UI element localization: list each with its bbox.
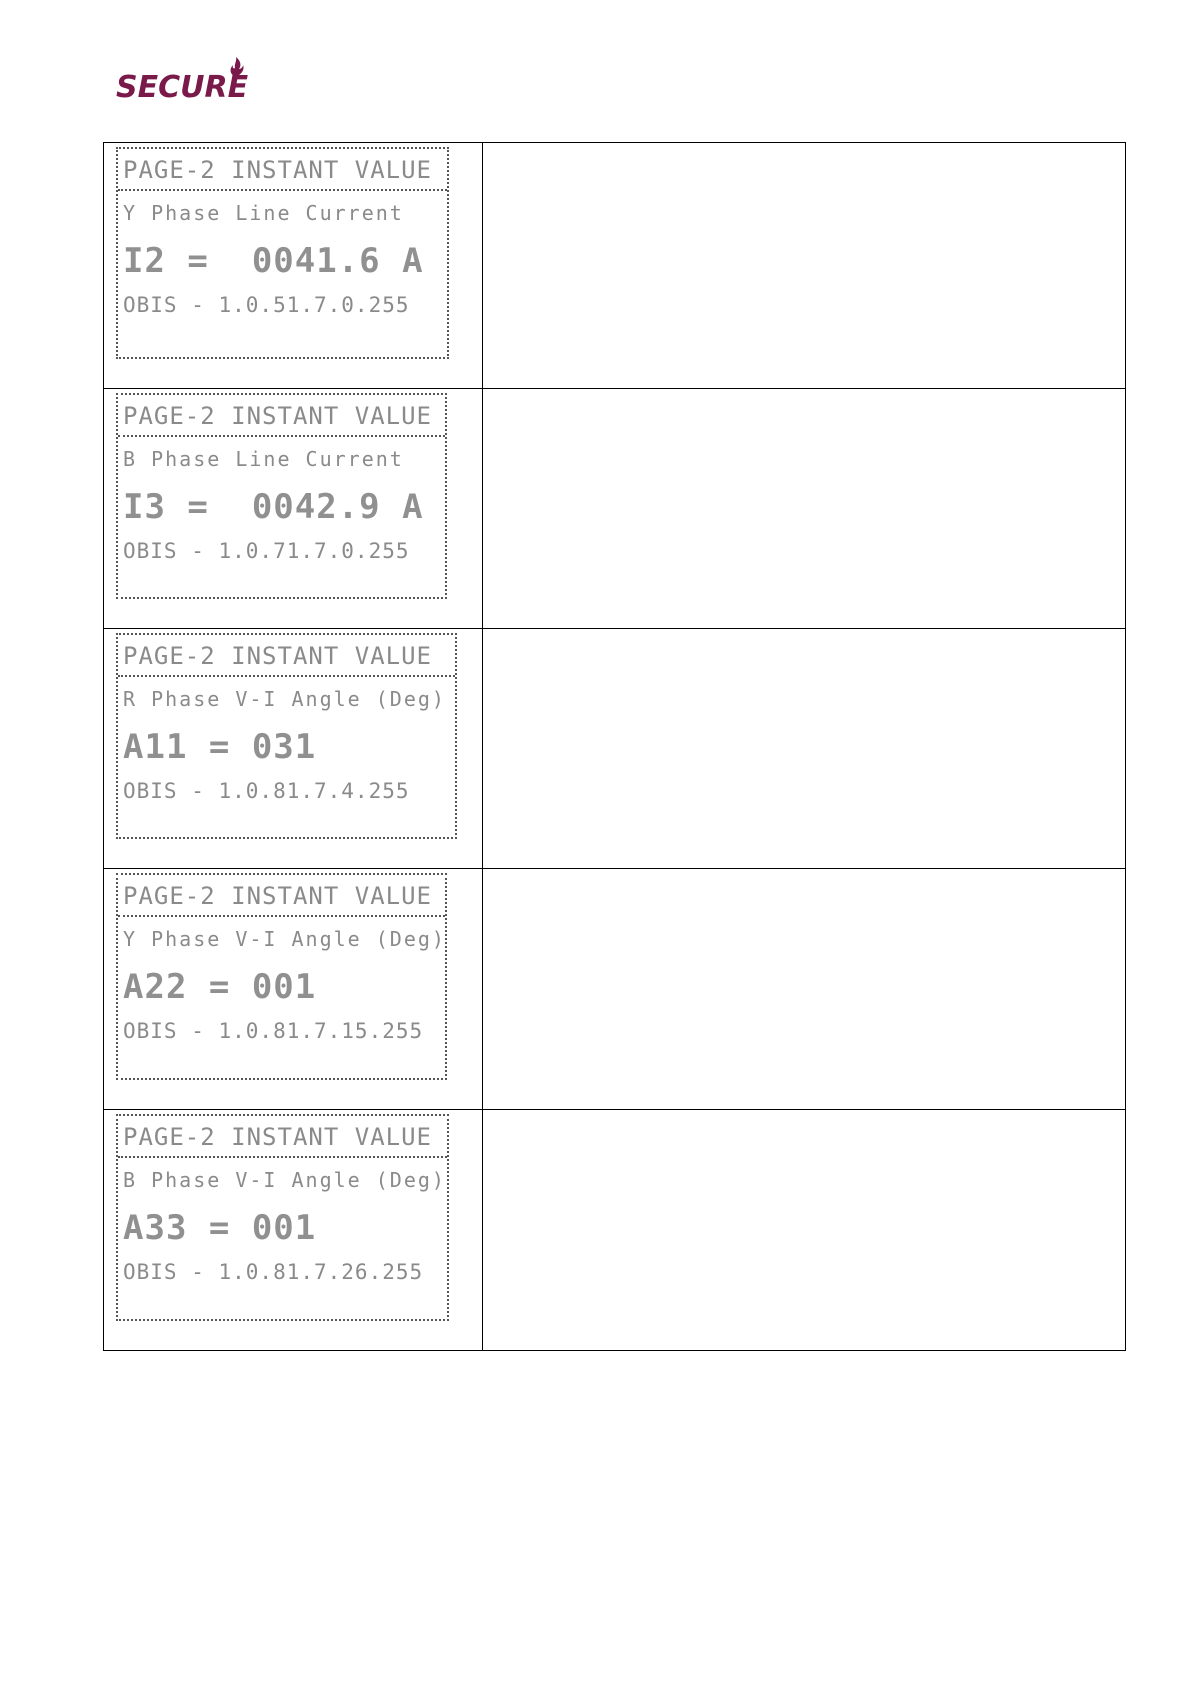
lcd-page-header: PAGE-2 INSTANT VALUE (118, 875, 445, 917)
description-cell (483, 629, 1126, 869)
lcd-obis-code: OBIS - 1.0.51.7.0.255 (123, 293, 410, 317)
lcd-parameter-label: R Phase V-I Angle (Deg) (123, 687, 446, 711)
lcd-parameter-value: A11 = 031 (123, 727, 317, 767)
lcd-parameter-label: B Phase V-I Angle (Deg) (123, 1168, 446, 1192)
display-cell (104, 629, 483, 869)
lcd-page-header: PAGE-2 INSTANT VALUE (118, 1116, 447, 1158)
table-row (104, 629, 1126, 869)
lcd-parameter-value: A33 = 001 (123, 1208, 317, 1248)
lcd-parameter-value: A22 = 001 (123, 967, 317, 1007)
lcd-obis-code: OBIS - 1.0.81.7.15.255 (123, 1019, 424, 1043)
display-cell (104, 389, 483, 629)
lcd-display (116, 147, 449, 359)
lcd-parameter-label: B Phase Line Current (123, 447, 404, 471)
display-parameters-table (103, 142, 1126, 1351)
company-logo (116, 56, 266, 106)
lcd-parameter-value: I2 = 0041.6 A (123, 241, 424, 281)
lcd-obis-code: OBIS - 1.0.81.7.4.255 (123, 779, 410, 803)
table-row (104, 869, 1126, 1110)
lcd-parameter-value: I3 = 0042.9 A (123, 487, 424, 527)
lcd-page-header: PAGE-2 INSTANT VALUE (118, 635, 455, 677)
lcd-display (116, 633, 457, 839)
lcd-page-header: PAGE-2 INSTANT VALUE (118, 395, 445, 437)
lcd-display (116, 873, 447, 1080)
lcd-display (116, 393, 447, 599)
lcd-display (116, 1114, 449, 1321)
table-row (104, 389, 1126, 629)
table-row (104, 1110, 1126, 1351)
lcd-obis-code: OBIS - 1.0.81.7.26.255 (123, 1260, 424, 1284)
logo-wordmark: SECURE (116, 70, 249, 105)
lcd-page-header: PAGE-2 INSTANT VALUE (118, 149, 447, 191)
table-row (104, 143, 1126, 389)
lcd-obis-code: OBIS - 1.0.71.7.0.255 (123, 539, 410, 563)
description-cell (483, 1110, 1126, 1351)
description-cell (483, 143, 1126, 389)
display-cell (104, 143, 483, 389)
display-cell (104, 1110, 483, 1351)
description-cell (483, 869, 1126, 1110)
lcd-parameter-label: Y Phase V-I Angle (Deg) (123, 927, 446, 951)
lcd-parameter-label: Y Phase Line Current (123, 201, 404, 225)
description-cell (483, 389, 1126, 629)
display-cell (104, 869, 483, 1110)
